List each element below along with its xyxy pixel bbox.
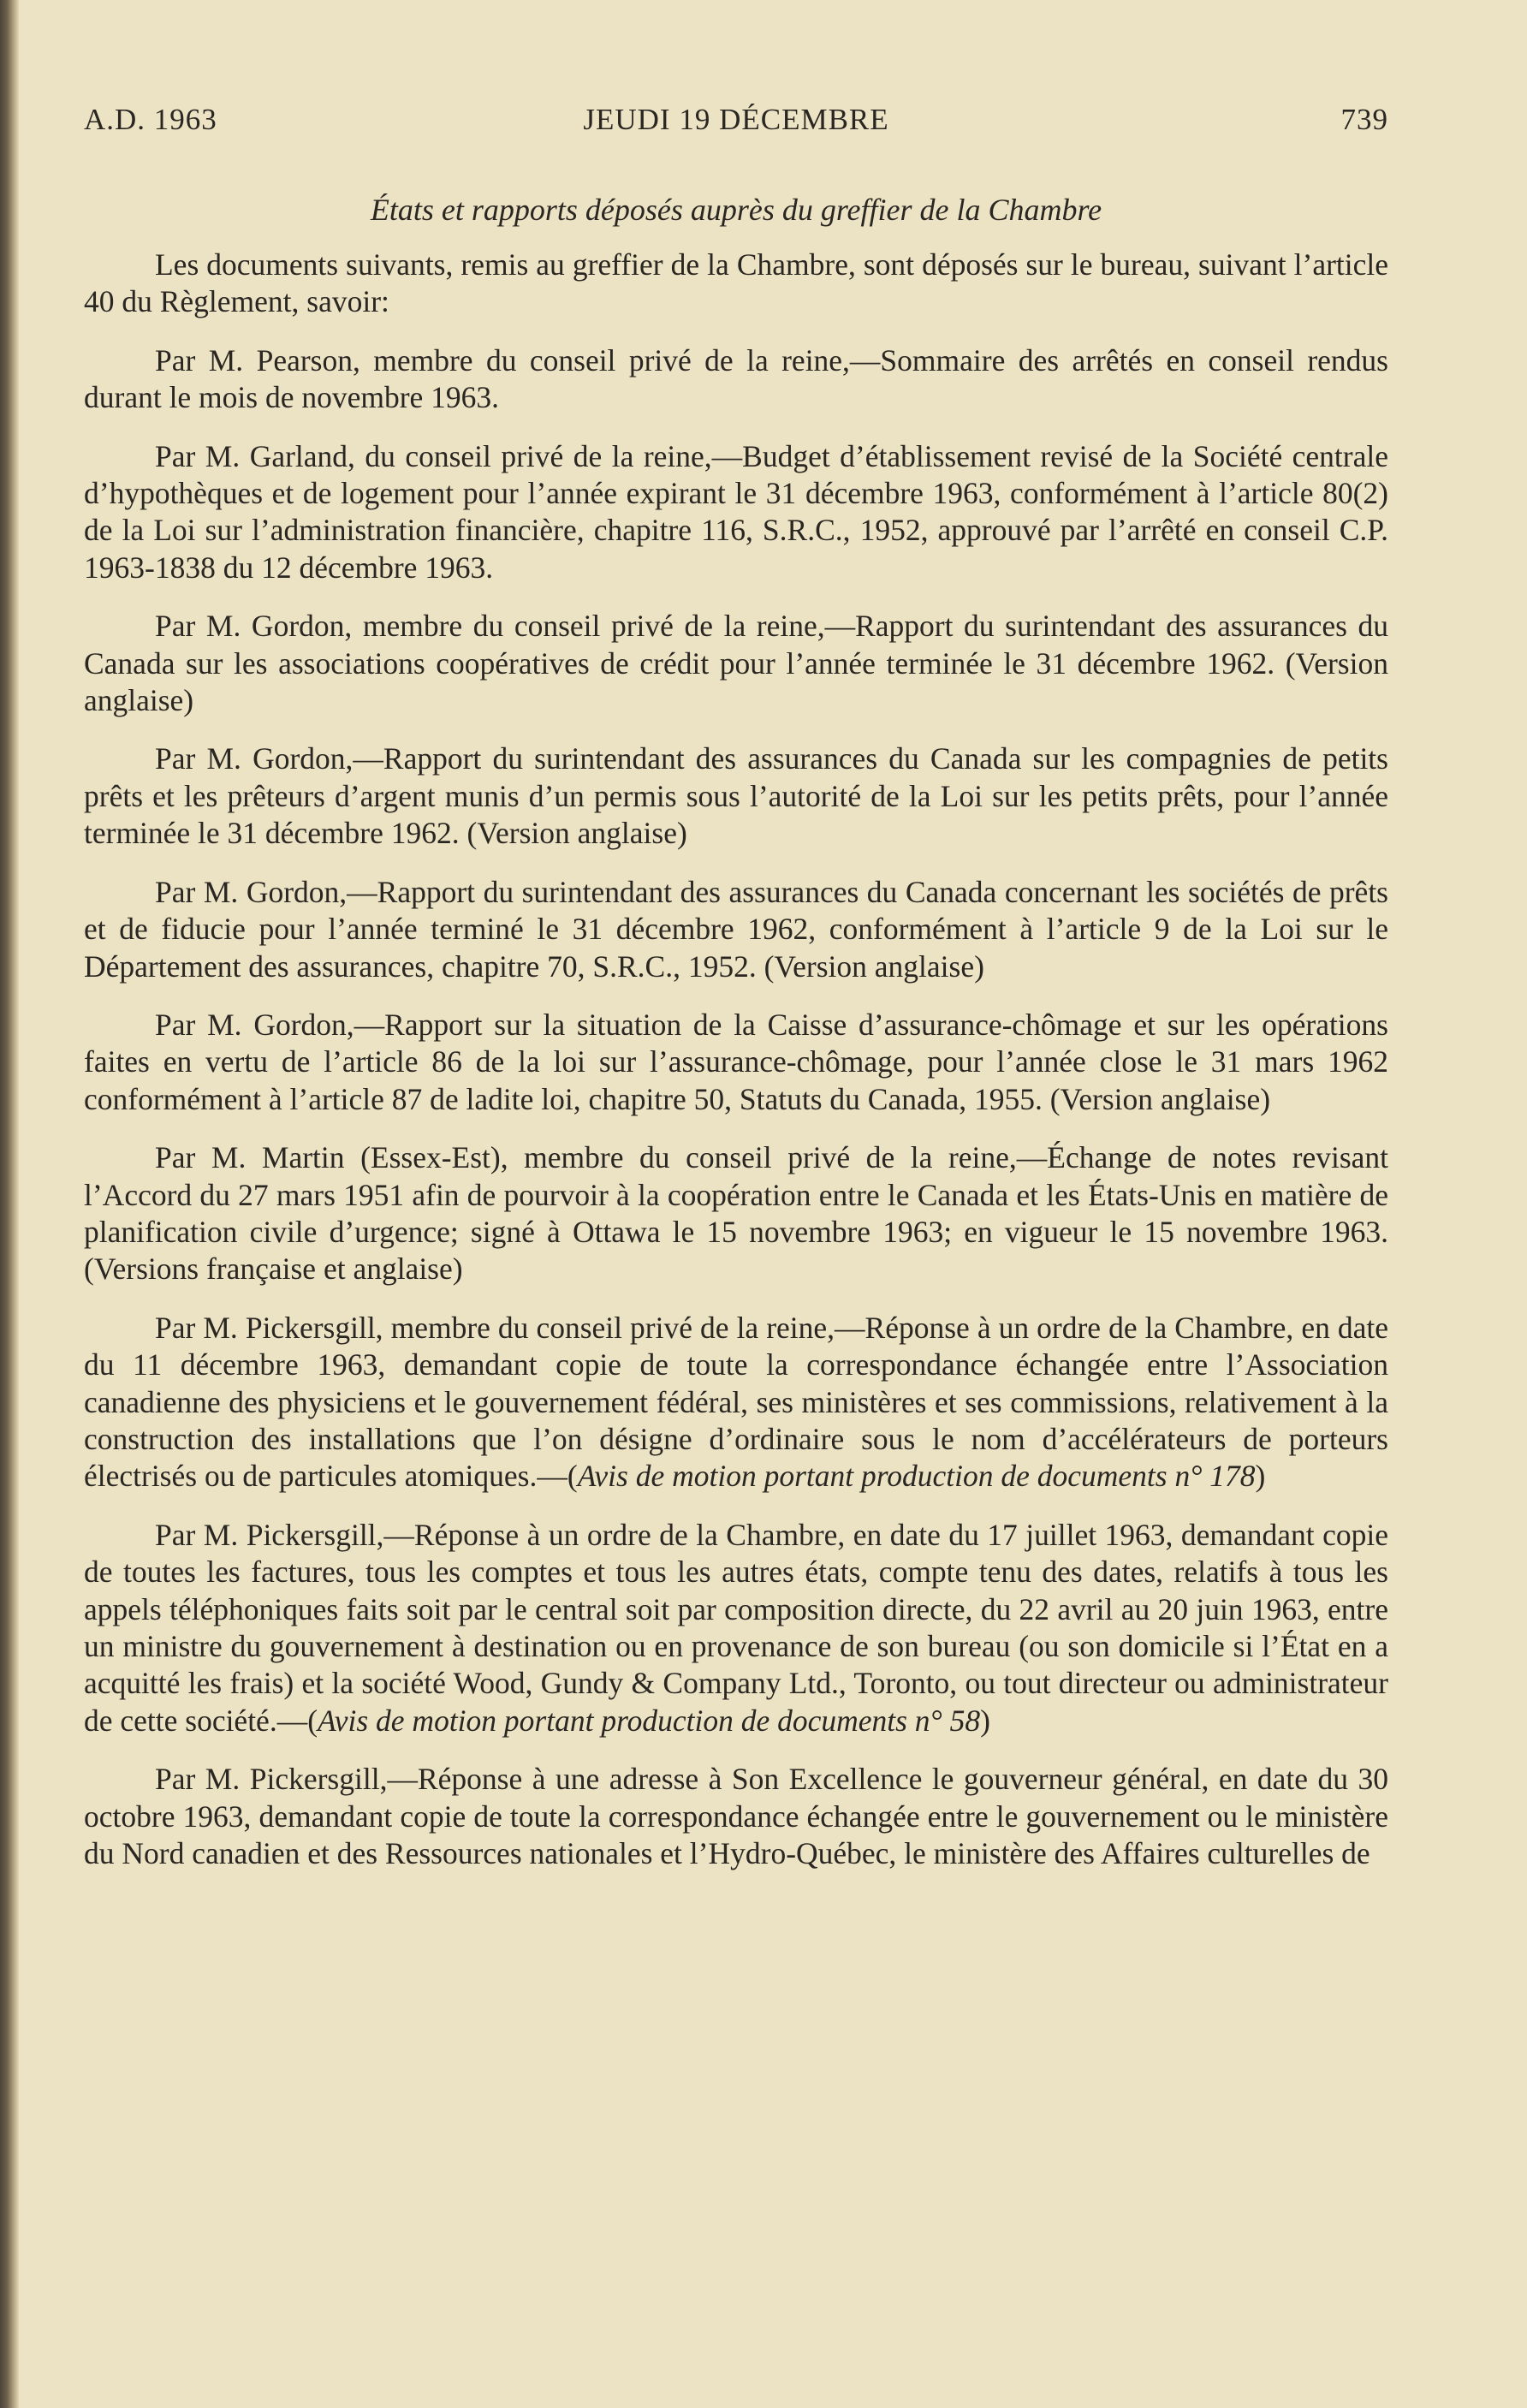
paragraph-gordon-credit: Par M. Gordon, membre du conseil privé de la reine,—Rapport du surintendant des assurances du Canada sur les associations coopératives de crédit pour l’année terminée le 31 décembre 1962. (Version anglaise) [84,609,1388,718]
header-year: A.D. 1963 [84,103,217,136]
page-number: 739 [1340,103,1388,136]
paragraph-garland: Par M. Garland, du conseil privé de la reine,—Budget d’établissement revisé de la Société centrale d’hypothèques et de logement pour l’année expirant le 31 décembre 1963, conformément à l’article 80(2) de la Loi sur l’administration financière, chapitre 116, S.R.C., 1952, approuvé par l’arrêté en conseil C.P. 1963-1838 du 12 décembre 1963. [84,438,1388,585]
paragraph-gordon-unemployment: Par M. Gordon,—Rapport sur la situation de la Caisse d’assurance-chômage et sur les opérations faites en vertu de l’article 86 de la loi sur l’assurance-chômage, pour l’année close le 31 mars 1962 conformément à l’article 87 de ladite loi, chapitre 50, Statuts du Canada, 1955. (Version anglaise) [84,1007,1388,1116]
journal-page [84,103,1388,1894]
binding-edge [0,0,19,2408]
paragraph-gordon-trust: Par M. Gordon,—Rapport du surintendant des assurances du Canada concernant les sociétés de prêts et de fiducie pour l’année terminé le 31 décembre 1962, conformément à l’article 9 de la Loi sur le Département des assurances, chapitre 70, S.R.C., 1952. (Version anglaise) [84,874,1388,984]
motion-reference: Avis de motion portant production de documents n° 178 [577,1459,1256,1494]
header-date: JEUDI 19 DÉCEMBRE [583,103,889,136]
paragraph-pickersgill-telephone: Par M. Pickersgill,—Réponse à un ordre de la Chambre, en date du 17 juillet 1963, demandant copie de toutes les factures, tous les comptes et tous les autres états, compte tenu des dates, relatifs à tous les appels téléphoniques faits soit par le central soit par composition directe, du 22 avril au 20 juin 1963, entre un ministre du gouvernement à destination ou en provenance de son bureau (ou son domicile si l’État en a acquitté les frais) et la société Wood, Gundy & Company Ltd., Toronto, ou tout directeur ou administrateur de cette société.—(Avis de motion portant production de documents n° 58) [84,1517,1388,1738]
paragraph-martin: Par M. Martin (Essex-Est), membre du conseil privé de la reine,—Échange de notes revisant l’Accord du 27 mars 1951 afin de pourvoir à la coopération entre le Canada et les États-Unis en matière de planification civile d’urgence; signé à Ottawa le 15 novembre 1963; en vigueur le 15 novembre 1963. (Versions française et anglaise) [84,1140,1388,1287]
motion-reference: Avis de motion portant production de documents n° 58 [318,1703,981,1738]
paragraph-intro: Les documents suivants, remis au greffier de la Chambre, sont déposés sur le bureau, suivant l’article 40 du Règlement, savoir: [84,247,1388,319]
paragraph-gordon-loans: Par M. Gordon,—Rapport du surintendant des assurances du Canada sur les compagnies de petits prêts et les prêteurs d’argent munis d’un permis sous l’autorité de la Loi sur les petits prêts, pour l’année terminée le 31 décembre 1962. (Version anglaise) [84,741,1388,851]
paragraph-pickersgill-physicists: Par M. Pickersgill, membre du conseil privé de la reine,—Réponse à un ordre de la Chambre, en date du 11 décembre 1963, demandant copie de toute la correspondance échangée entre l’Association canadienne des physiciens et le gouvernement fédéral, ses ministères et ses commissions, relativement à la construction des installations que l’on désigne d’ordinaire sous le nom d’accélérateurs de porteurs électrisés ou de particules atomiques.—(Avis de motion portant production de documents n° 178) [84,1310,1388,1494]
running-head [84,103,1388,154]
paragraph-pickersgill-hydro: Par M. Pickersgill,—Réponse à une adresse à Son Excellence le gouverneur général, en date du 30 octobre 1963, demandant copie de toute la correspondance échangée entre le gouvernement ou le ministère du Nord canadien et des Ressources nationales et l’Hydro-Québec, le ministère des Affaires culturelles de [84,1762,1388,1871]
paragraph-pearson: Par M. Pearson, membre du conseil privé de la reine,—Sommaire des arrêtés en conseil rendus durant le mois de novembre 1963. [84,342,1388,415]
section-title: États et rapports déposés auprès du greffier de la Chambre [370,193,1102,227]
